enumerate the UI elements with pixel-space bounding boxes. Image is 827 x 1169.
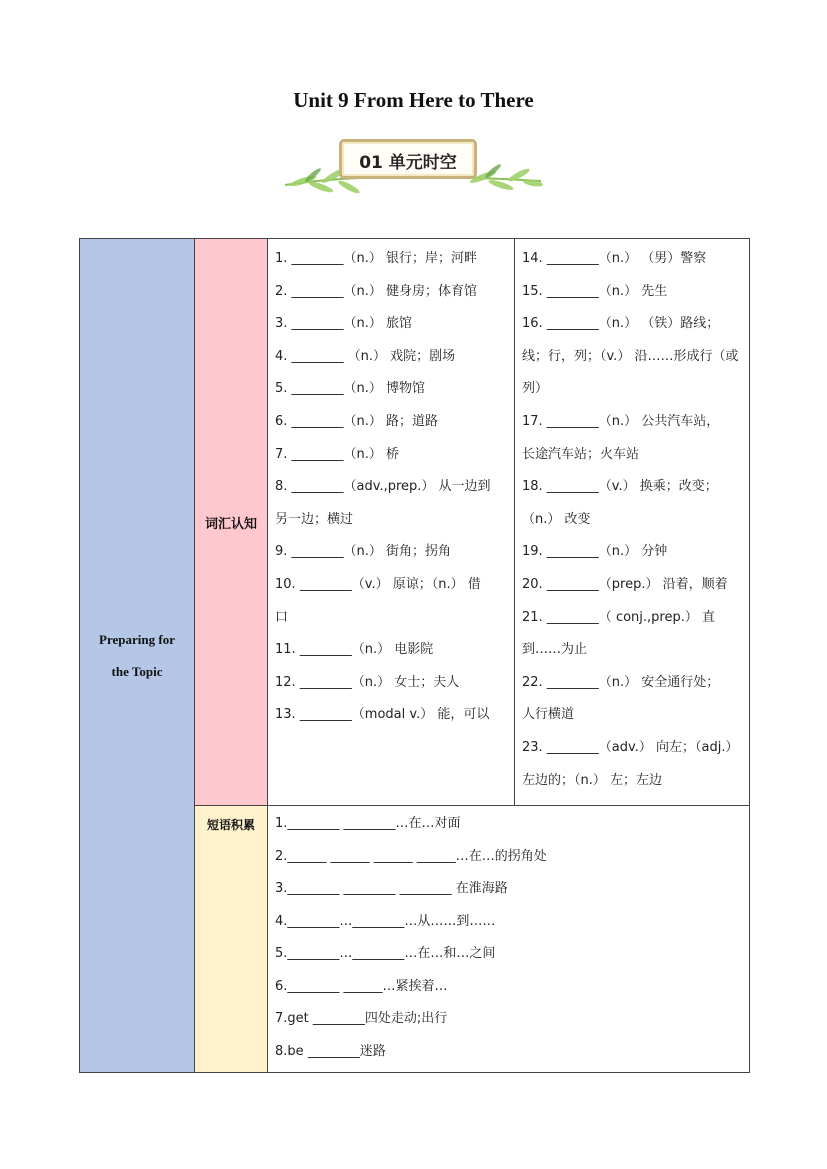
phrase-cell xyxy=(268,806,750,1073)
phrase-line: 1.________ ________…在…对面 xyxy=(275,816,461,832)
vocab-line: 20. ________（prep.） 沿着，顺着 xyxy=(522,576,728,592)
vocab-line: 18. ________（v.） 换乘；改变； xyxy=(522,479,718,495)
phrase-line: 4.________…________…从……到…… xyxy=(275,913,496,929)
vocab-left-cell xyxy=(268,239,515,806)
section-badge xyxy=(283,135,543,197)
vocab-line: 17. ________（n.） 公共汽车站， xyxy=(522,413,720,429)
vocab-line: 8. ________（adv.,prep.） 从一边到 xyxy=(275,479,491,495)
phrase-line: 8.be ________迷路 xyxy=(275,1043,386,1059)
vocab-line: （n.） 改变 xyxy=(522,511,591,527)
vocab-line: 6. ________（n.） 路；道路 xyxy=(275,413,439,429)
vocab-line: 人行横道 xyxy=(522,707,575,723)
vocab-line: 左边的；（n.） 左；左边 xyxy=(522,772,663,788)
phrase-line: 7.get ________四处走动;出行 xyxy=(275,1011,448,1027)
page-title: Unit 9 From Here to There xyxy=(293,88,534,112)
topic-line-2: the Topic xyxy=(111,663,163,679)
vocab-line: 1. ________（n.） 银行；岸；河畔 xyxy=(275,251,478,266)
phrase-line: 3.________ ________ ________ 在淮海路 xyxy=(275,881,508,897)
phrase-line: 6.________ ______…紧挨着… xyxy=(275,978,448,994)
vocab-line: 2. ________（n.） 健身房；体育馆 xyxy=(275,283,478,299)
vocab-line: 4. ________ （n.） 戏院；剧场 xyxy=(275,348,456,364)
vocab-right-cell xyxy=(515,239,750,806)
vocab-line: 到……为止 xyxy=(522,642,588,658)
phrase-line: 2.______ ______ ______ ______…在…的拐角处 xyxy=(275,848,547,864)
phrase-label: 短语积累 xyxy=(206,818,255,833)
vocab-line: 口 xyxy=(275,609,289,625)
vocab-line: 16. ________（n.） （铁）路线； xyxy=(522,316,720,332)
vocab-line: 5. ________（n.） 博物馆 xyxy=(275,381,426,397)
vocab-line: 3. ________（n.） 旅馆 xyxy=(275,316,413,332)
vocab-line: 10. ________（v.） 原谅；（n.） 借 xyxy=(275,576,481,592)
phrase-category-cell xyxy=(195,806,268,1073)
vocab-line: 15. ________（n.） 先生 xyxy=(522,283,668,299)
vocab-line: 线；行，列；（v.） 沿……形成行（或 xyxy=(522,348,739,364)
badge-text: 01 单元时空 xyxy=(359,153,457,173)
vocab-line: 11. ________（n.） 电影院 xyxy=(275,642,434,658)
vocab-line: 13. ________（modal v.） 能，可以 xyxy=(275,707,490,723)
vocab-category-cell xyxy=(195,239,268,806)
vocab-line: 列） xyxy=(522,381,549,397)
badge-frame xyxy=(339,139,477,179)
vocab-line: 另一边；横过 xyxy=(275,511,354,527)
vocab-line: 长途汽车站；火车站 xyxy=(522,446,640,462)
vocab-line: 12. ________（n.） 女士；夫人 xyxy=(275,674,460,690)
vocab-line: 21. ________（ conj.,prep.） 直 xyxy=(522,609,715,625)
unit-table xyxy=(79,238,750,1073)
phrase-line: 5.________…________…在…和…之间 xyxy=(275,946,496,962)
vocab-line: 7. ________（n.） 桥 xyxy=(275,446,400,462)
vocab-line: 22. ________（n.） 安全通行处； xyxy=(522,674,720,690)
topic-line-1: Preparing for xyxy=(99,631,175,647)
vocab-line: 23. ________（adv.） 向左；（adj.） xyxy=(522,739,739,755)
vocab-line: 9. ________（n.） 街角；拐角 xyxy=(275,544,452,560)
topic-cell xyxy=(80,239,195,1073)
vocab-line: 19. ________（n.） 分钟 xyxy=(522,544,668,560)
vocab-label: 词汇认知 xyxy=(204,516,257,532)
vocab-line: 14. ________（n.） （男）警察 xyxy=(522,251,707,266)
